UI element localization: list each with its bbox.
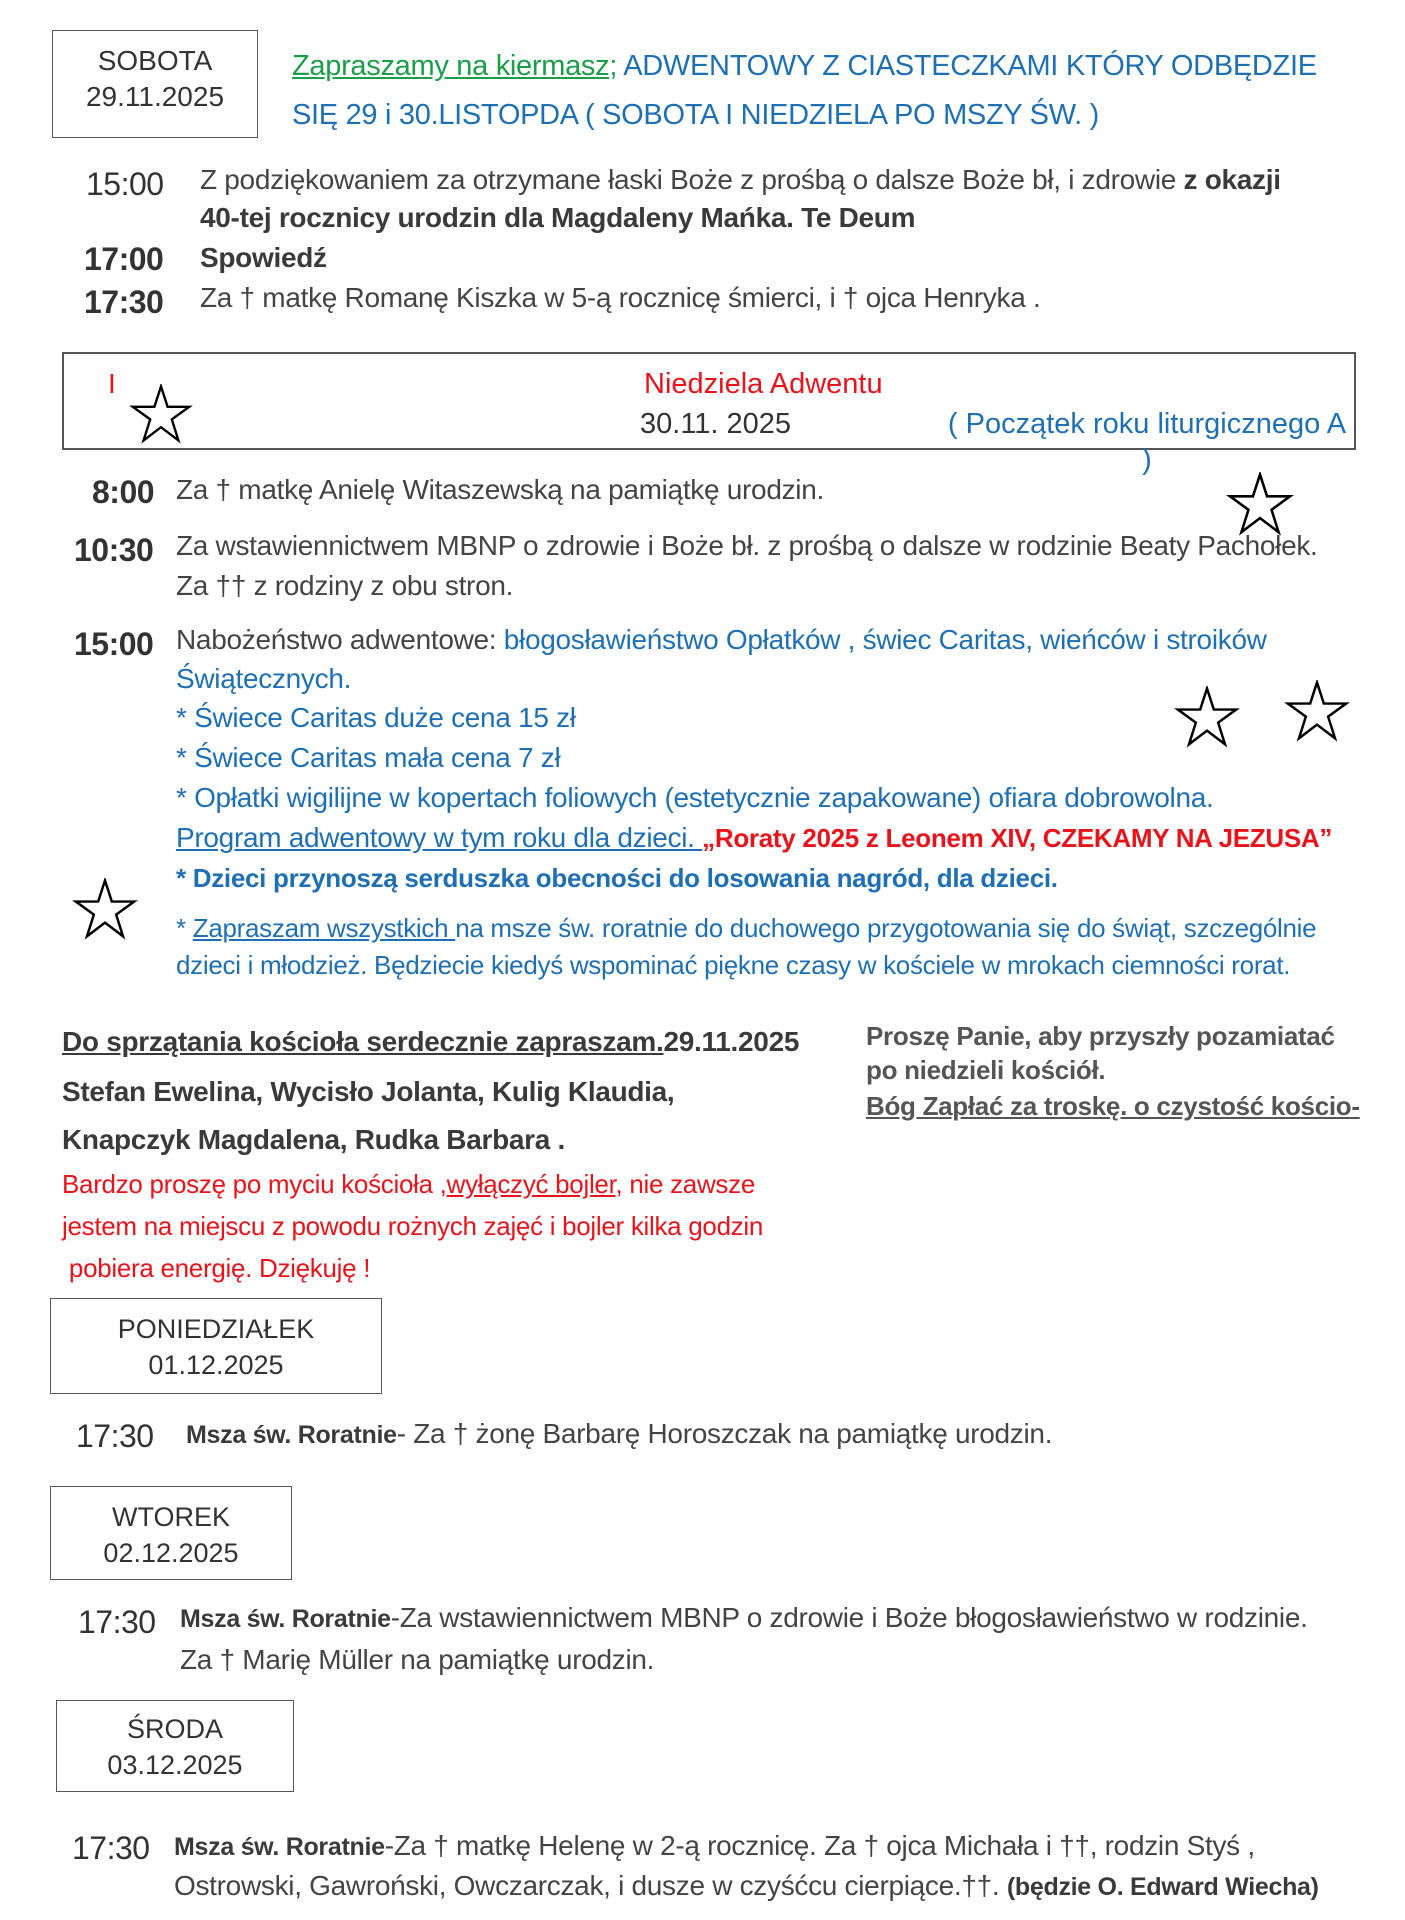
mass-time: 8:00 bbox=[92, 474, 155, 510]
star-icon bbox=[128, 384, 194, 444]
sweeping-note-line2: po niedzieli kościół. bbox=[866, 1055, 1106, 1085]
mass-intention: Msza św. Roratnie- Za † żonę Barbarę Horoszczak na pamiątkę urodzin. bbox=[186, 1418, 1053, 1449]
sunday-numeral: I bbox=[108, 368, 116, 399]
mass-intention-line2: Ostrowski, Gawroński, Owczarczak, i dusze w czyśćcu cierpiące.††. (będzie O. Edward Wiecha) bbox=[174, 1870, 1319, 1901]
sunday-header bbox=[62, 352, 1356, 476]
mass-intention-line2: Za † Marię Müller na pamiątkę urodzin. bbox=[180, 1644, 655, 1675]
fair-notice bbox=[292, 46, 1317, 86]
program-line bbox=[176, 818, 1332, 858]
day-name: PONIEDZIAŁEK bbox=[117, 1314, 315, 1344]
rorate-invite: * Zapraszam wszystkich na msze św. roratnie do duchowego przygotowania się do świąt, szczególnie bbox=[176, 913, 1317, 943]
service-time: 15:00 bbox=[74, 626, 154, 662]
mass-intention: Msza św. Roratnie-Za † matkę Helenę w 2-ą rocznicę. Za † ojca Michała i ††, rodzin Styś , bbox=[174, 1830, 1255, 1861]
day-date: 03.12.2025 bbox=[107, 1750, 243, 1780]
day-name: ŚRODA bbox=[126, 1714, 224, 1744]
mass-time: 17:30 bbox=[84, 284, 164, 320]
mass-intention-line2: 40-tej rocznicy urodzin dla Magdaleny Mańka. Te Deum bbox=[200, 202, 916, 233]
sweeping-note-line3: Bóg Zapłać za troskę. o czystość kościo- bbox=[866, 1091, 1360, 1121]
cleaning-names-line2: Knapczyk Magdalena, Rudka Barbara . bbox=[62, 1124, 566, 1155]
sunday-note: ( Początek roku liturgicznego A ) bbox=[947, 408, 1347, 476]
day-name: WTOREK bbox=[111, 1502, 230, 1532]
service-title-line2: Świątecznych. bbox=[176, 663, 352, 694]
mass-intention: Za † matkę Anielę Witaszewską na pamiątkę urodzin. bbox=[176, 474, 824, 505]
fair-notice-line1: ADWENTOWY Z CIASTECZKAMI KTÓRY ODBĘDZIE bbox=[617, 50, 1317, 82]
program-title: „Roraty 2025 z Leonem XIV, CZEKAMY NA JEZUSA” bbox=[702, 823, 1333, 853]
confession-time: 17:00 bbox=[84, 241, 164, 277]
cleaning-heading: Do sprzątania kościoła serdecznie zapraszam.29.11.2025 bbox=[62, 1026, 800, 1057]
day-date: 01.12.2025 bbox=[148, 1350, 284, 1380]
day-name: SOBOTA bbox=[97, 45, 213, 76]
sunday-date: 30.11. 2025 bbox=[640, 408, 792, 440]
sweeping-note: Proszę Panie, aby przyszły pozamiatać bbox=[866, 1021, 1335, 1051]
mass-time: 17:30 bbox=[78, 1604, 156, 1640]
mass-intention: Za † matkę Romanę Kiszka w 5-ą rocznicę śmierci, i † ojca Henryka . bbox=[200, 282, 1041, 313]
mass-intention: Za wstawiennictwem MBNP o zdrowie i Boże bł. z prośbą o dalsze w rodzinie Beaty Pachołek. bbox=[176, 530, 1318, 561]
cleaning-names: Stefan Ewelina, Wycisło Jolanta, Kulig Klaudia, bbox=[62, 1076, 675, 1107]
day-box-monday bbox=[50, 1298, 382, 1394]
star-icon bbox=[1174, 686, 1240, 748]
star-icon bbox=[72, 878, 138, 940]
mass-time: 17:30 bbox=[72, 1830, 150, 1866]
program-link[interactable]: Program adwentowy w tym roku dla dzieci. bbox=[176, 822, 703, 853]
boiler-note: Bardzo proszę po myciu kościoła ,wyłączyć bojler, nie zawsze bbox=[62, 1169, 755, 1199]
day-box-tuesday bbox=[50, 1486, 292, 1580]
boiler-note-line3: pobiera energię. Dziękuję ! bbox=[62, 1253, 371, 1283]
day-box-saturday bbox=[52, 30, 258, 138]
rorate-invite-line2: dzieci i młodzież. Będziecie kiedyś wspominać piękne czasy w kościele w mrokach ciemności rorat. bbox=[176, 950, 1291, 980]
mass-intention-line2: Za †† z rodziny z obu stron. bbox=[176, 570, 514, 601]
list-item: * Opłatki wigilijne w kopertach foliowych (estetycznie zapakowane) ofiara dobrowolna. bbox=[176, 782, 1214, 813]
children-note: * Dzieci przynoszą serduszka obecności do losowania nagród, dla dzieci. bbox=[176, 863, 1058, 893]
fair-notice-line2: SIĘ 29 i 30.LISTOPDA ( SOBOTA I NIEDZIELA PO MSZY ŚW. ) bbox=[292, 99, 1100, 131]
mass-intention: Z podziękowaniem za otrzymane łaski Boże z prośbą o dalsze Boże bł, i zdrowie z okazji bbox=[200, 164, 1281, 195]
mass-time: 10:30 bbox=[74, 532, 154, 568]
day-box-wednesday bbox=[56, 1700, 294, 1792]
mass-time: 15:00 bbox=[86, 166, 164, 202]
sunday-title: Niedziela Adwentu bbox=[644, 368, 883, 400]
list-item: * Świece Caritas mała cena 7 zł bbox=[176, 742, 561, 773]
day-date: 02.12.2025 bbox=[103, 1538, 239, 1568]
invite-link[interactable]: Zapraszam wszystkich bbox=[192, 913, 456, 943]
mass-intention: Msza św. Roratnie-Za wstawiennictwem MBNP o zdrowie i Boże błogosławieństwo w rodzinie. bbox=[180, 1602, 1308, 1633]
fair-notice-lead[interactable]: Zapraszamy na kiermasz; bbox=[292, 50, 618, 82]
confession-label: Spowiedź bbox=[200, 242, 327, 273]
service-title: Nabożeństwo adwentowe: błogosławieństwo Opłatków , świec Caritas, wieńców i stroików bbox=[176, 624, 1267, 655]
day-date: 29.11.2025 bbox=[85, 81, 225, 112]
star-icon bbox=[1284, 680, 1350, 742]
mass-time: 17:30 bbox=[76, 1418, 154, 1454]
list-item: * Świece Caritas duże cena 15 zł bbox=[176, 702, 576, 733]
boiler-note-line2: jestem na miejscu z powodu rożnych zajęć i bojler kilka godzin bbox=[62, 1211, 764, 1241]
